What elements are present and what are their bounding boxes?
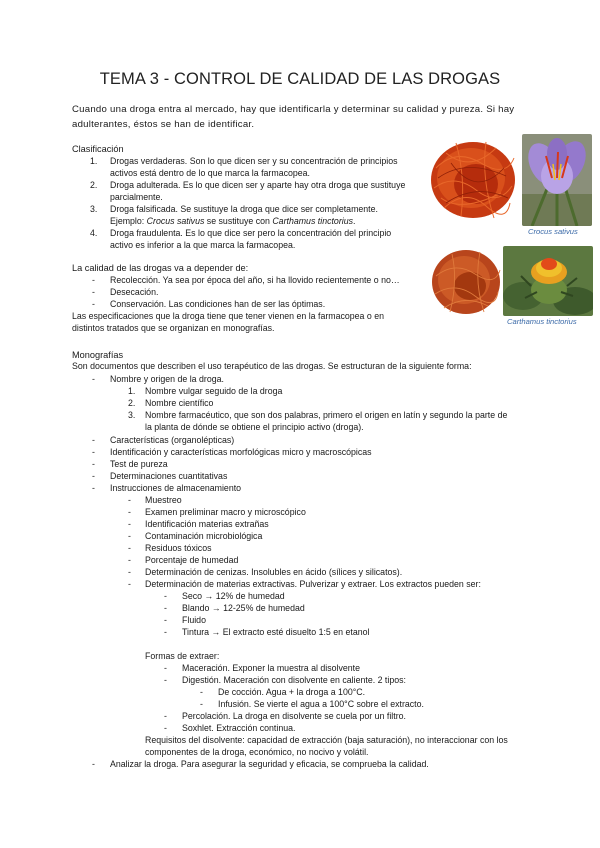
bullet-dash: - bbox=[128, 543, 131, 553]
list-item: Determinación de cenizas. Insolubles en ácido (sílices y silicatos). bbox=[145, 567, 403, 577]
list-item: Nombre farmacéutico, que son dos palabras, primero el origen en latín y segundo la parte de bbox=[145, 410, 508, 420]
list-number: 2. bbox=[128, 398, 136, 408]
bullet-dash: - bbox=[92, 759, 95, 769]
bullet-dash: - bbox=[92, 435, 95, 445]
list-item: Identificación y características morfológicas micro y macroscópicas bbox=[110, 447, 372, 457]
bullet-dash: - bbox=[200, 699, 203, 709]
list-item: Tintura → El extracto esté disuelto 1:5 en etanol bbox=[182, 627, 370, 637]
species-name: Carthamus tinctorius bbox=[272, 216, 353, 226]
list-item: Características (organolépticas) bbox=[110, 435, 235, 445]
list-item: Droga falsificada. Se sustituye la droga que dice ser completamente. bbox=[110, 204, 378, 214]
clasificacion-heading: Clasificación bbox=[72, 144, 124, 154]
list-item: Soxhlet. Extracción continua. bbox=[182, 723, 296, 733]
list-item: Recolección. Ya sea por época del año, si ha llovido recientemente o no… bbox=[110, 275, 400, 285]
intro-paragraph: Cuando una droga entra al mercado, hay que identificarla y determinar su calidad y pureza. Si hay adulterantes, éstos se han de identificar. bbox=[72, 104, 515, 130]
paragraph-line: distintos tratados que se organizan en monografías. bbox=[72, 323, 275, 333]
list-item-cont: activos está dentro de lo que marca la farmacopea. bbox=[110, 168, 310, 178]
list-item: Instrucciones de almacenamiento bbox=[110, 483, 242, 493]
paragraph-line: Requisitos del disolvente: capacidad de extracción (baja saturación), no interaccionar con los bbox=[145, 735, 508, 745]
calidad-heading: La calidad de las drogas va a depender de: bbox=[72, 263, 249, 273]
list-item: Test de pureza bbox=[110, 459, 168, 469]
list-item: Residuos tóxicos bbox=[145, 543, 212, 553]
bullet-dash: - bbox=[92, 275, 95, 285]
list-item: Blando → 12-25% de humedad bbox=[182, 603, 305, 613]
list-item-cont: Ejemplo: Crocus sativus se sustituye con Carthamus tinctorius. bbox=[110, 216, 356, 226]
list-item: Seco → 12% de humedad bbox=[182, 591, 285, 601]
list-item: Drogas verdaderas. Son lo que dicen ser y su concentración de principios bbox=[110, 156, 398, 166]
bullet-dash: - bbox=[128, 519, 131, 529]
bullet-dash: - bbox=[164, 711, 167, 721]
safflower-threads-image bbox=[430, 246, 502, 316]
list-item: Nombre científico bbox=[145, 398, 214, 408]
paragraph-line: componentes de la droga, económico, no nocivo y volátil. bbox=[145, 747, 369, 757]
bullet-dash: - bbox=[128, 507, 131, 517]
safflower-plant-image bbox=[503, 246, 593, 316]
list-number: 2. bbox=[90, 180, 98, 190]
list-number: 1. bbox=[128, 386, 136, 396]
bullet-dash: - bbox=[200, 687, 203, 697]
list-item: Percolación. La droga en disolvente se cuela por un filtro. bbox=[182, 711, 406, 721]
list-number: 3. bbox=[128, 410, 136, 420]
list-item: Analizar la droga. Para asegurar la seguridad y eficacia, se comprueba la calidad. bbox=[110, 759, 429, 769]
list-item: Contaminación microbiológica bbox=[145, 531, 263, 541]
species-name: Crocus sativus bbox=[146, 216, 205, 226]
subsection-heading: Formas de extraer: bbox=[145, 651, 220, 661]
list-item: Determinaciones cuantitativas bbox=[110, 471, 228, 481]
list-item: Conservación. Las condiciones han de ser las óptimas. bbox=[110, 299, 326, 309]
list-item: Infusión. Se vierte el agua a 100°C sobre el extracto. bbox=[218, 699, 424, 709]
list-number: 4. bbox=[90, 228, 98, 238]
list-item-cont: la planta de dónde se obtiene el principio activo (droga). bbox=[145, 422, 364, 432]
bullet-dash: - bbox=[128, 567, 131, 577]
saffron-threads-image bbox=[426, 128, 520, 226]
bullet-dash: - bbox=[92, 459, 95, 469]
bullet-dash: - bbox=[164, 615, 167, 625]
bullet-dash: - bbox=[164, 603, 167, 613]
bullet-dash: - bbox=[164, 591, 167, 601]
bullet-dash: - bbox=[164, 627, 167, 637]
bullet-dash: - bbox=[92, 299, 95, 309]
list-number: 1. bbox=[90, 156, 98, 166]
image-caption: Crocus sativus bbox=[528, 227, 578, 236]
bullet-dash: - bbox=[92, 447, 95, 457]
list-item: Muestreo bbox=[145, 495, 182, 505]
bullet-dash: - bbox=[164, 675, 167, 685]
list-item-cont: parcialmente. bbox=[110, 192, 163, 202]
list-item: Droga adulterada. Es lo que dicen ser y aparte hay otra droga que sustituye bbox=[110, 180, 406, 190]
crocus-flower-image bbox=[522, 134, 592, 226]
list-item: Fluido bbox=[182, 615, 206, 625]
list-item: De cocción. Agua + la droga a 100°C. bbox=[218, 687, 366, 697]
list-item: Droga fraudulenta. Es lo que dice ser pero la concentración del principio bbox=[110, 228, 392, 238]
bullet-dash: - bbox=[92, 471, 95, 481]
bullet-dash: - bbox=[164, 723, 167, 733]
paragraph-line: Son documentos que describen el uso terapéutico de las drogas. Se estructuran de la siguiente forma: bbox=[72, 361, 472, 371]
list-item: Maceración. Exponer la muestra al disolvente bbox=[182, 663, 360, 673]
image-caption: Carthamus tinctorius bbox=[507, 317, 577, 326]
bullet-dash: - bbox=[128, 531, 131, 541]
bullet-dash: - bbox=[164, 663, 167, 673]
monografias-heading: Monografías bbox=[72, 350, 124, 360]
bullet-dash: - bbox=[92, 483, 95, 493]
bullet-dash: - bbox=[128, 495, 131, 505]
list-item: Nombre vulgar seguido de la droga bbox=[145, 386, 283, 396]
bullet-dash: - bbox=[92, 374, 95, 384]
list-number: 3. bbox=[90, 204, 98, 214]
paragraph-line: Las especificaciones que la droga tiene que tener vienen en la farmacopea o en bbox=[72, 311, 385, 321]
bullet-dash: - bbox=[92, 287, 95, 297]
bullet-dash: - bbox=[128, 579, 131, 589]
list-item: Determinación de materias extractivas. Pulverizar y extraer. Los extractos pueden ser: bbox=[145, 579, 481, 589]
page-title: TEMA 3 - CONTROL DE CALIDAD DE LAS DROGAS bbox=[99, 70, 501, 88]
list-item: Nombre y origen de la droga. bbox=[110, 374, 224, 384]
list-item-cont: activo es inferior a la que marca la farmacopea. bbox=[110, 240, 296, 250]
list-item: Examen preliminar macro y microscópico bbox=[145, 507, 306, 517]
list-item: Digestión. Maceración con disolvente en caliente. 2 tipos: bbox=[182, 675, 406, 685]
list-item: Porcentaje de humedad bbox=[145, 555, 239, 565]
list-item: Identificación materias extrañas bbox=[145, 519, 269, 529]
list-item: Desecación. bbox=[110, 287, 159, 297]
bullet-dash: - bbox=[128, 555, 131, 565]
